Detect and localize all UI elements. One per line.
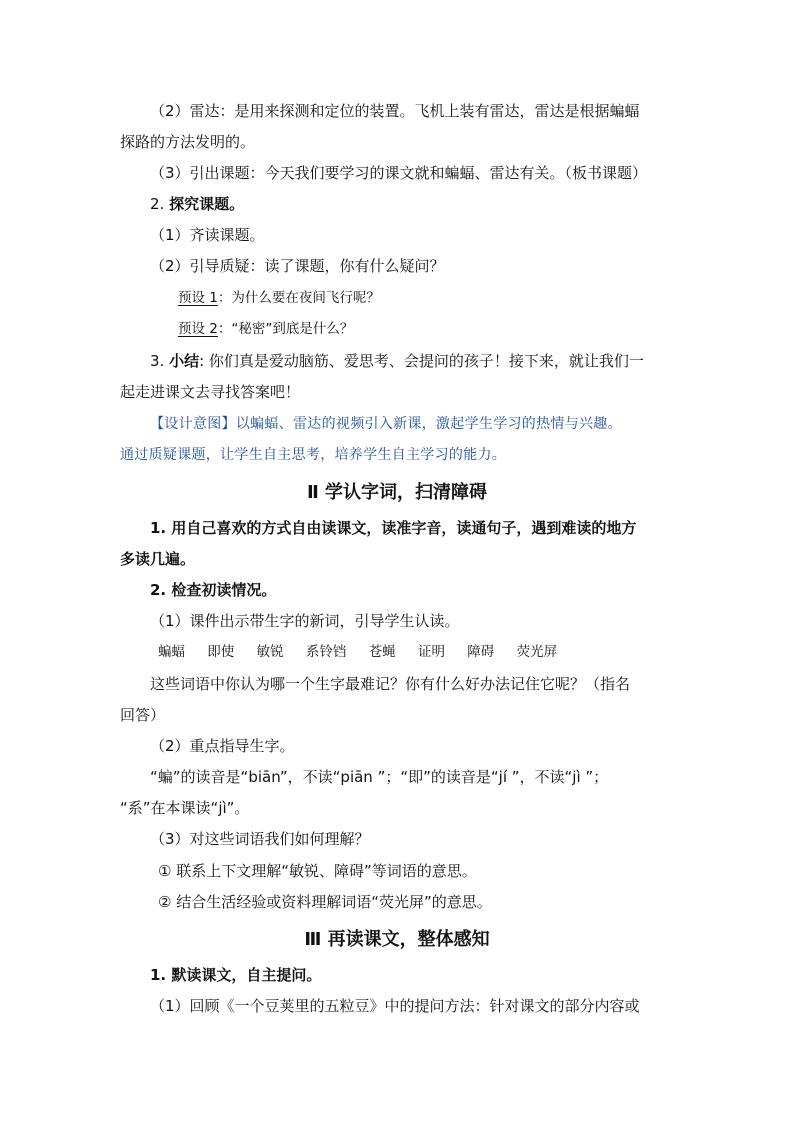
design-intent bbox=[150, 409, 706, 439]
section-heading-2: Ⅱ 学认字词，扫清障碍 bbox=[306, 482, 488, 503]
vocab-list bbox=[158, 637, 575, 667]
pronunciation-note-cont: “系”在本课读“jì”。 bbox=[120, 799, 250, 817]
step-free-reading: 1. 用自己喜欢的方式自由读课文，读准字音，读通句子，遇到难读的地方 bbox=[150, 519, 637, 537]
step-explore-topic bbox=[150, 189, 706, 219]
sub-understanding: （3）对这些词语我们如何理解？ bbox=[150, 830, 370, 848]
preset-2 bbox=[178, 314, 734, 344]
step-check-reading: 2. 检查初读情况。 bbox=[150, 581, 277, 599]
section-heading-3: Ⅲ 再读课文，整体感知 bbox=[304, 929, 490, 950]
design-intent-cont: 通过质疑课题，让学生自主思考，培养学生自主学习的能力。 bbox=[120, 447, 507, 463]
pronunciation-note: “蝙”的读音是“biān”，不读“piān ”；“即”的读音是“jí ”，不读“jì ”； bbox=[150, 768, 609, 786]
vocab-word: 即使 bbox=[207, 644, 235, 660]
question-hard-word-cont: 回答） bbox=[120, 706, 166, 724]
paragraph-radar-cont: 探路的方法发明的。 bbox=[120, 133, 256, 151]
preset-1 bbox=[178, 283, 734, 313]
step-summary bbox=[150, 346, 706, 376]
preset-text: ：“秘密”到底是什么？ bbox=[217, 321, 354, 337]
design-intent-text: 以蝙蝠、雷达的视频引入新课，激起学生学习的热情与兴趣。 bbox=[235, 416, 622, 432]
summary-text: : 你们真是爱动脑筋、爱思考、会提问的孩子！接下来，就让我们一 bbox=[199, 352, 644, 370]
sub-new-words: （1）课件出示带生字的新词，引导学生认读。 bbox=[150, 612, 460, 630]
vocab-word: 敏锐 bbox=[256, 644, 284, 660]
step-silent-reading: 1. 默读课文，自主提问。 bbox=[150, 966, 322, 984]
vocab-word: 苍蝇 bbox=[368, 644, 396, 660]
vocab-word: 系铃铛 bbox=[305, 644, 347, 660]
design-intent-tag: 【设计意图】 bbox=[150, 416, 236, 432]
method-context: ① 联系上下文理解“敏锐、障碍”等词语的意思。 bbox=[158, 862, 477, 880]
step-free-reading-cont: 多读几遍。 bbox=[120, 550, 196, 568]
preset-text: ：为什么要在夜间飞行呢？ bbox=[217, 290, 380, 306]
vocab-word: 障碍 bbox=[467, 644, 495, 660]
method-experience: ② 结合生活经验或资料理解词语“荧光屏”的意思。 bbox=[158, 893, 492, 911]
vocab-word: 蝙蝠 bbox=[158, 644, 185, 660]
vocab-word: 荧光屏 bbox=[516, 644, 558, 660]
question-hard-word: 这些词语中你认为哪一个生字最难记？你有什么好办法记住它呢？（指名 bbox=[150, 675, 631, 693]
summary-label: 小结 bbox=[169, 352, 200, 370]
step-number: 3. bbox=[150, 352, 165, 370]
sub-questioning: （2）引导质疑：读了课题，你有什么疑问？ bbox=[150, 257, 445, 275]
sub-read-topic: （1）齐读课题。 bbox=[150, 226, 265, 244]
sub-review-method: （1）回顾《一个豆荚里的五粒豆》中的提问方法：针对课文的部分内容或 bbox=[150, 997, 640, 1015]
summary-cont: 起走进课文去寻找答案吧！ bbox=[120, 383, 301, 401]
preset-label: 预设 1 bbox=[178, 290, 218, 306]
paragraph-radar: （2）雷达：是用来探测和定位的装置。飞机上装有雷达，雷达是根据蝙蝠 bbox=[150, 102, 640, 120]
step-title: 探究课题。 bbox=[169, 195, 245, 213]
vocab-word: 证明 bbox=[417, 644, 445, 660]
step-number: 2. bbox=[150, 195, 165, 213]
preset-label: 预设 2 bbox=[178, 321, 218, 337]
sub-key-guidance: （2）重点指导生字。 bbox=[150, 737, 295, 755]
paragraph-topic-intro: （3）引出课题：今天我们要学习的课文就和蝙蝠、雷达有关。（板书课题） bbox=[150, 164, 648, 182]
